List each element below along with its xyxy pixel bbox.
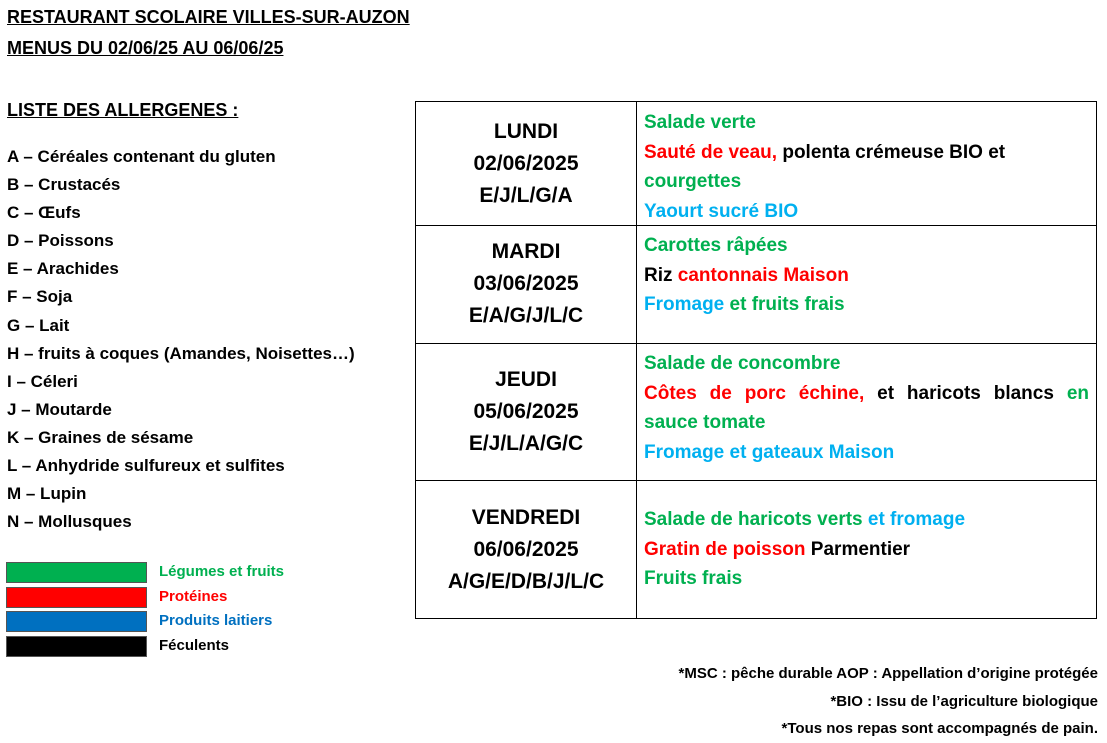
dishes-cell	[637, 102, 1096, 225]
legend-label: Protéines	[159, 587, 228, 605]
dish-text: Parmentier	[805, 538, 911, 560]
day-allergens: E/J/L/G/A	[479, 183, 573, 207]
day-name: VENDREDI	[471, 505, 581, 529]
footnote: *MSC : pêche durable AOP : Appellation d’origine protégée	[678, 665, 1098, 682]
menu-table	[415, 101, 1097, 619]
footnote: *Tous nos repas sont accompagnés de pain.	[781, 720, 1098, 737]
allergen-item: F – Soja	[7, 287, 73, 307]
day-date: 06/06/2025	[473, 537, 579, 561]
dish-text: Riz	[644, 264, 678, 286]
allergen-item: J – Moutarde	[7, 399, 112, 419]
dish-text: Carottes râpées	[644, 235, 788, 256]
dishes-cell	[637, 343, 1096, 480]
dish-text: Fromage	[644, 294, 725, 315]
day-cell	[416, 343, 637, 480]
dish-text: Salade verte	[644, 112, 756, 133]
dish-line	[644, 197, 1089, 227]
dish-line	[644, 231, 1089, 261]
dish-line	[644, 108, 1089, 138]
legend-swatch	[6, 611, 147, 632]
allergen-item: M – Lupin	[7, 484, 87, 504]
dish-line	[644, 290, 1089, 320]
day-date: 03/06/2025	[473, 272, 579, 295]
day-allergens: A/G/E/D/B/J/L/C	[447, 569, 605, 593]
allergen-item: L – Anhydride sulfureux et sulfites	[7, 456, 285, 476]
menu-row-mardi	[416, 225, 1096, 344]
day-name: MARDI	[491, 240, 561, 263]
allergen-item: G – Lait	[7, 315, 70, 335]
legend-label: Féculents	[159, 636, 230, 654]
dish-text: et haricots blancs	[864, 382, 1067, 404]
day-cell	[416, 102, 637, 225]
dish-text: Sauté de veau,	[644, 141, 778, 163]
menu-row-lundi	[416, 102, 1096, 226]
allergen-item: C – Œufs	[7, 203, 81, 223]
day-name: JEUDI	[495, 367, 557, 391]
dish-line	[644, 349, 1089, 379]
allergen-item: N – Mollusques	[7, 512, 132, 532]
footnotes	[679, 660, 1099, 743]
dish-text: Gratin de poisson	[644, 538, 806, 560]
legend-label: Produits laitiers	[159, 612, 273, 629]
dish-line	[644, 438, 1089, 468]
dish-text: Fruits frais	[644, 568, 743, 590]
allergen-list	[7, 146, 355, 539]
day-cell	[416, 480, 637, 619]
dish-text: Salade de haricots verts	[644, 509, 863, 531]
legend-label: Légumes et fruits	[159, 563, 285, 580]
menu-row-jeudi	[416, 343, 1096, 481]
dishes-cell	[637, 480, 1096, 619]
dish-text: et fromage	[862, 509, 966, 531]
menu-period: MENUS DU 02/06/25 AU 06/06/25	[7, 38, 284, 58]
dish-line	[644, 379, 1089, 438]
allergen-item: E – Arachides	[7, 259, 119, 279]
allergen-heading: LISTE DES ALLERGENES :	[7, 100, 239, 120]
dish-text: et fruits frais	[724, 294, 845, 315]
dish-line	[644, 261, 1089, 291]
allergen-item: B – Crustacés	[7, 175, 121, 195]
dish-line	[644, 505, 1089, 535]
allergen-item: I – Céleri	[7, 371, 78, 391]
day-name: LUNDI	[493, 119, 559, 143]
legend-swatch	[6, 562, 147, 583]
footnote: *BIO : Issu de l’agriculture biologique	[830, 692, 1098, 710]
day-allergens: E/J/L/A/G/C	[468, 431, 584, 455]
dish-text: Yaourt sucré BIO	[644, 200, 799, 222]
day-date: 05/06/2025	[473, 399, 579, 423]
allergen-item: K – Graines de sésame	[7, 427, 194, 447]
dish-text: en sauce tomate	[644, 382, 1089, 433]
dishes-cell	[637, 225, 1096, 343]
dish-line	[644, 564, 1089, 594]
allergen-item: A – Céréales contenant du gluten	[7, 147, 276, 166]
allergen-item: H – fruits à coques (Amandes, Noisettes…)	[7, 343, 355, 363]
dish-text: Salade de concombre	[644, 353, 841, 374]
legend-swatch	[6, 587, 147, 608]
dish-text: courgettes	[644, 171, 742, 192]
menu-row-vendredi	[416, 480, 1096, 619]
dish-text: Fromage et gateaux Maison	[644, 441, 895, 463]
day-cell	[416, 225, 637, 343]
dish-line	[644, 535, 1089, 565]
legend-swatch	[6, 636, 147, 657]
day-allergens: E/A/G/J/L/C	[468, 304, 584, 327]
dish-text: Côtes de porc échine,	[644, 382, 865, 404]
dish-text: polenta crémeuse BIO et	[777, 141, 1006, 163]
allergen-item: D – Poissons	[7, 231, 114, 251]
dish-text: cantonnais Maison	[677, 264, 849, 286]
page-title: RESTAURANT SCOLAIRE VILLES-SUR-AUZON	[7, 7, 410, 27]
day-date: 02/06/2025	[473, 151, 579, 175]
dish-line	[644, 138, 1089, 197]
